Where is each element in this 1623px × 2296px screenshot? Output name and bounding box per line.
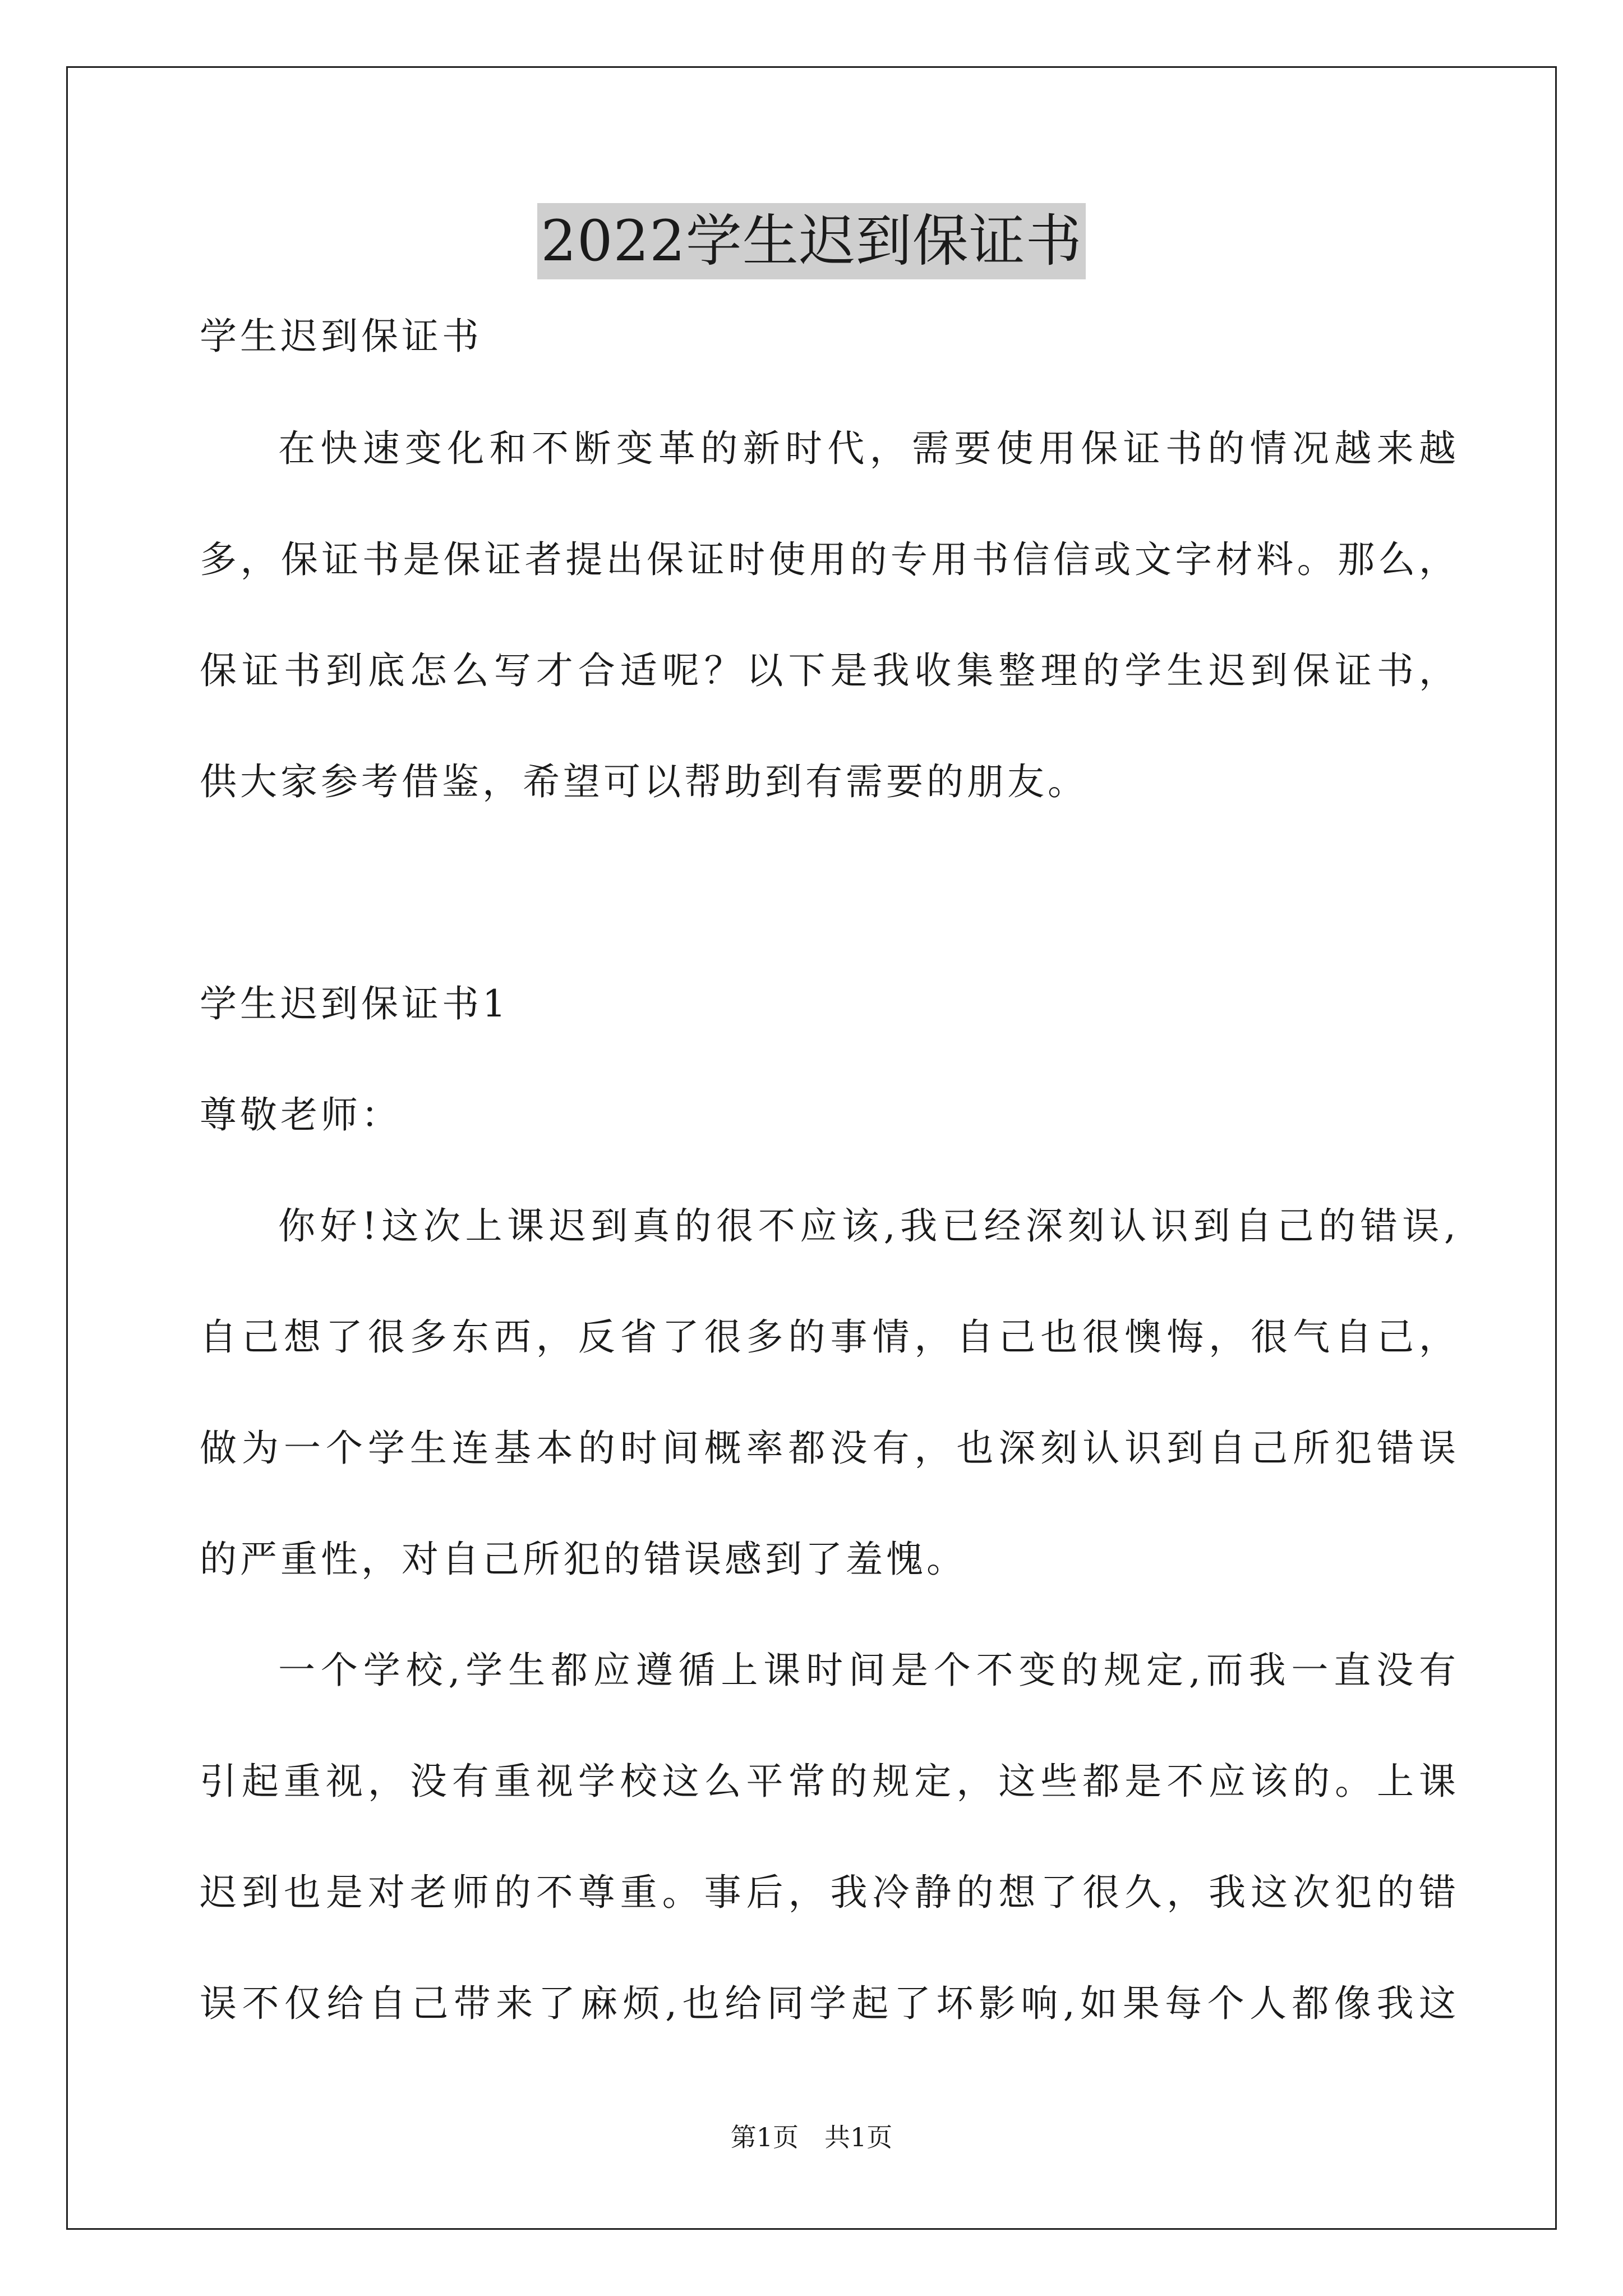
body-line: 保证书到底怎么写才合适呢？以下是我收集整理的学生迟到保证书， <box>200 649 1456 692</box>
page-footer <box>0 2120 1623 2154</box>
body-line: 的严重性，对自己所犯的错误感到了羞愧。 <box>200 1538 967 1581</box>
body-line: 供大家参考借鉴，希望可以帮助到有需要的朋友。 <box>200 760 1088 803</box>
body-line: 做为一个学生连基本的时间概率都没有，也深刻认识到自己所犯错误 <box>200 1427 1456 1470</box>
page-number-current: 第1页 <box>730 2122 799 2152</box>
page-number-total: 共1页 <box>824 2122 893 2152</box>
body-line: 迟到也是对老师的不尊重。事后，我冷静的想了很久，我这次犯的错 <box>200 1871 1456 1914</box>
body-line: 学生迟到保证书 <box>200 315 482 358</box>
body-line: 你好!这次上课迟到真的很不应该,我已经深刻认识到自己的错误, <box>278 1204 1456 1248</box>
body-line: 一个学校,学生都应遵循上课时间是个不变的规定,而我一直没有 <box>278 1649 1456 1692</box>
body-line: 自己想了很多东西，反省了很多的事情，自己也很懊悔，很气自己， <box>200 1315 1456 1359</box>
title-container <box>0 203 1623 279</box>
body-line: 学生迟到保证书1 <box>200 982 509 1025</box>
body-line: 误不仅给自己带来了麻烦,也给同学起了坏影响,如果每个人都像我这 <box>200 1982 1456 2025</box>
body-line: 在快速变化和不断变革的新时代，需要使用保证书的情况越来越 <box>278 427 1456 470</box>
body-line: 多，保证书是保证者提出保证时使用的专用书信信或文字材料。那么， <box>200 538 1456 581</box>
body-line: 尊敬老师： <box>200 1093 402 1137</box>
body-line: 引起重视，没有重视学校这么平常的规定，这些都是不应该的。上课 <box>200 1760 1456 1803</box>
document-title: 2022学生迟到保证书 <box>537 203 1086 279</box>
